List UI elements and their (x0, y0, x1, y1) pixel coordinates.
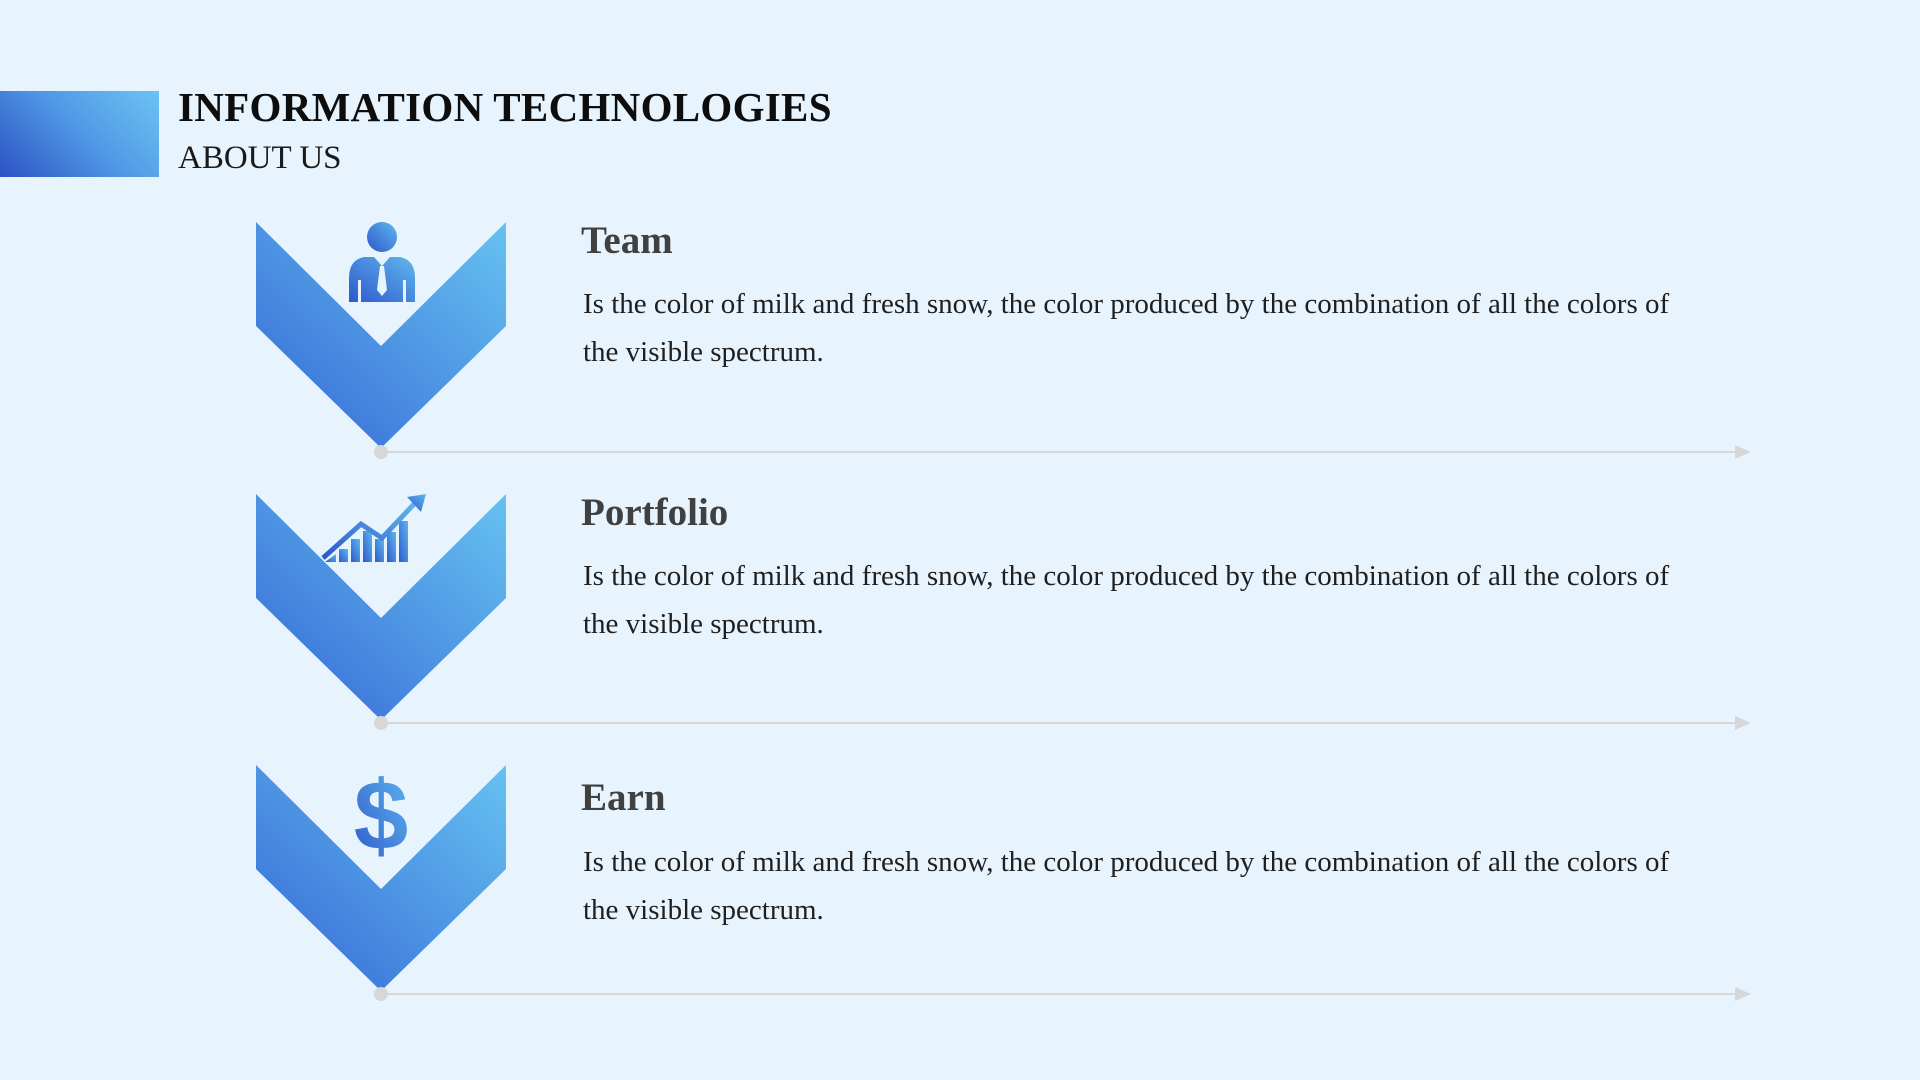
section-earn (0, 765, 1920, 1005)
header-accent-bar (0, 91, 159, 177)
page-title: INFORMATION TECHNOLOGIES (178, 84, 832, 130)
item-title: Team (581, 219, 673, 262)
item-title: Portfolio (581, 491, 729, 534)
item-description: Is the color of milk and fresh snow, the color produced by the combination of all the colors of the visible spectrum. (583, 288, 1670, 368)
section-team (0, 219, 1920, 462)
item-title: Earn (581, 776, 666, 819)
businessman-icon (316, 222, 446, 322)
timeline-arrow (369, 444, 1751, 460)
timeline-arrow (369, 986, 1751, 1002)
section-portfolio (0, 491, 1920, 734)
growth-chart-icon (316, 494, 446, 594)
svg-text:$: $ (353, 765, 409, 865)
page-subtitle: ABOUT US (178, 140, 342, 176)
timeline-arrow (369, 715, 1751, 731)
item-description: Is the color of milk and fresh snow, the color produced by the combination of all the colors of the visible spectrum. (583, 560, 1670, 640)
dollar-icon (316, 765, 446, 865)
item-description: Is the color of milk and fresh snow, the color produced by the combination of all the colors of the visible spectrum. (583, 846, 1670, 926)
